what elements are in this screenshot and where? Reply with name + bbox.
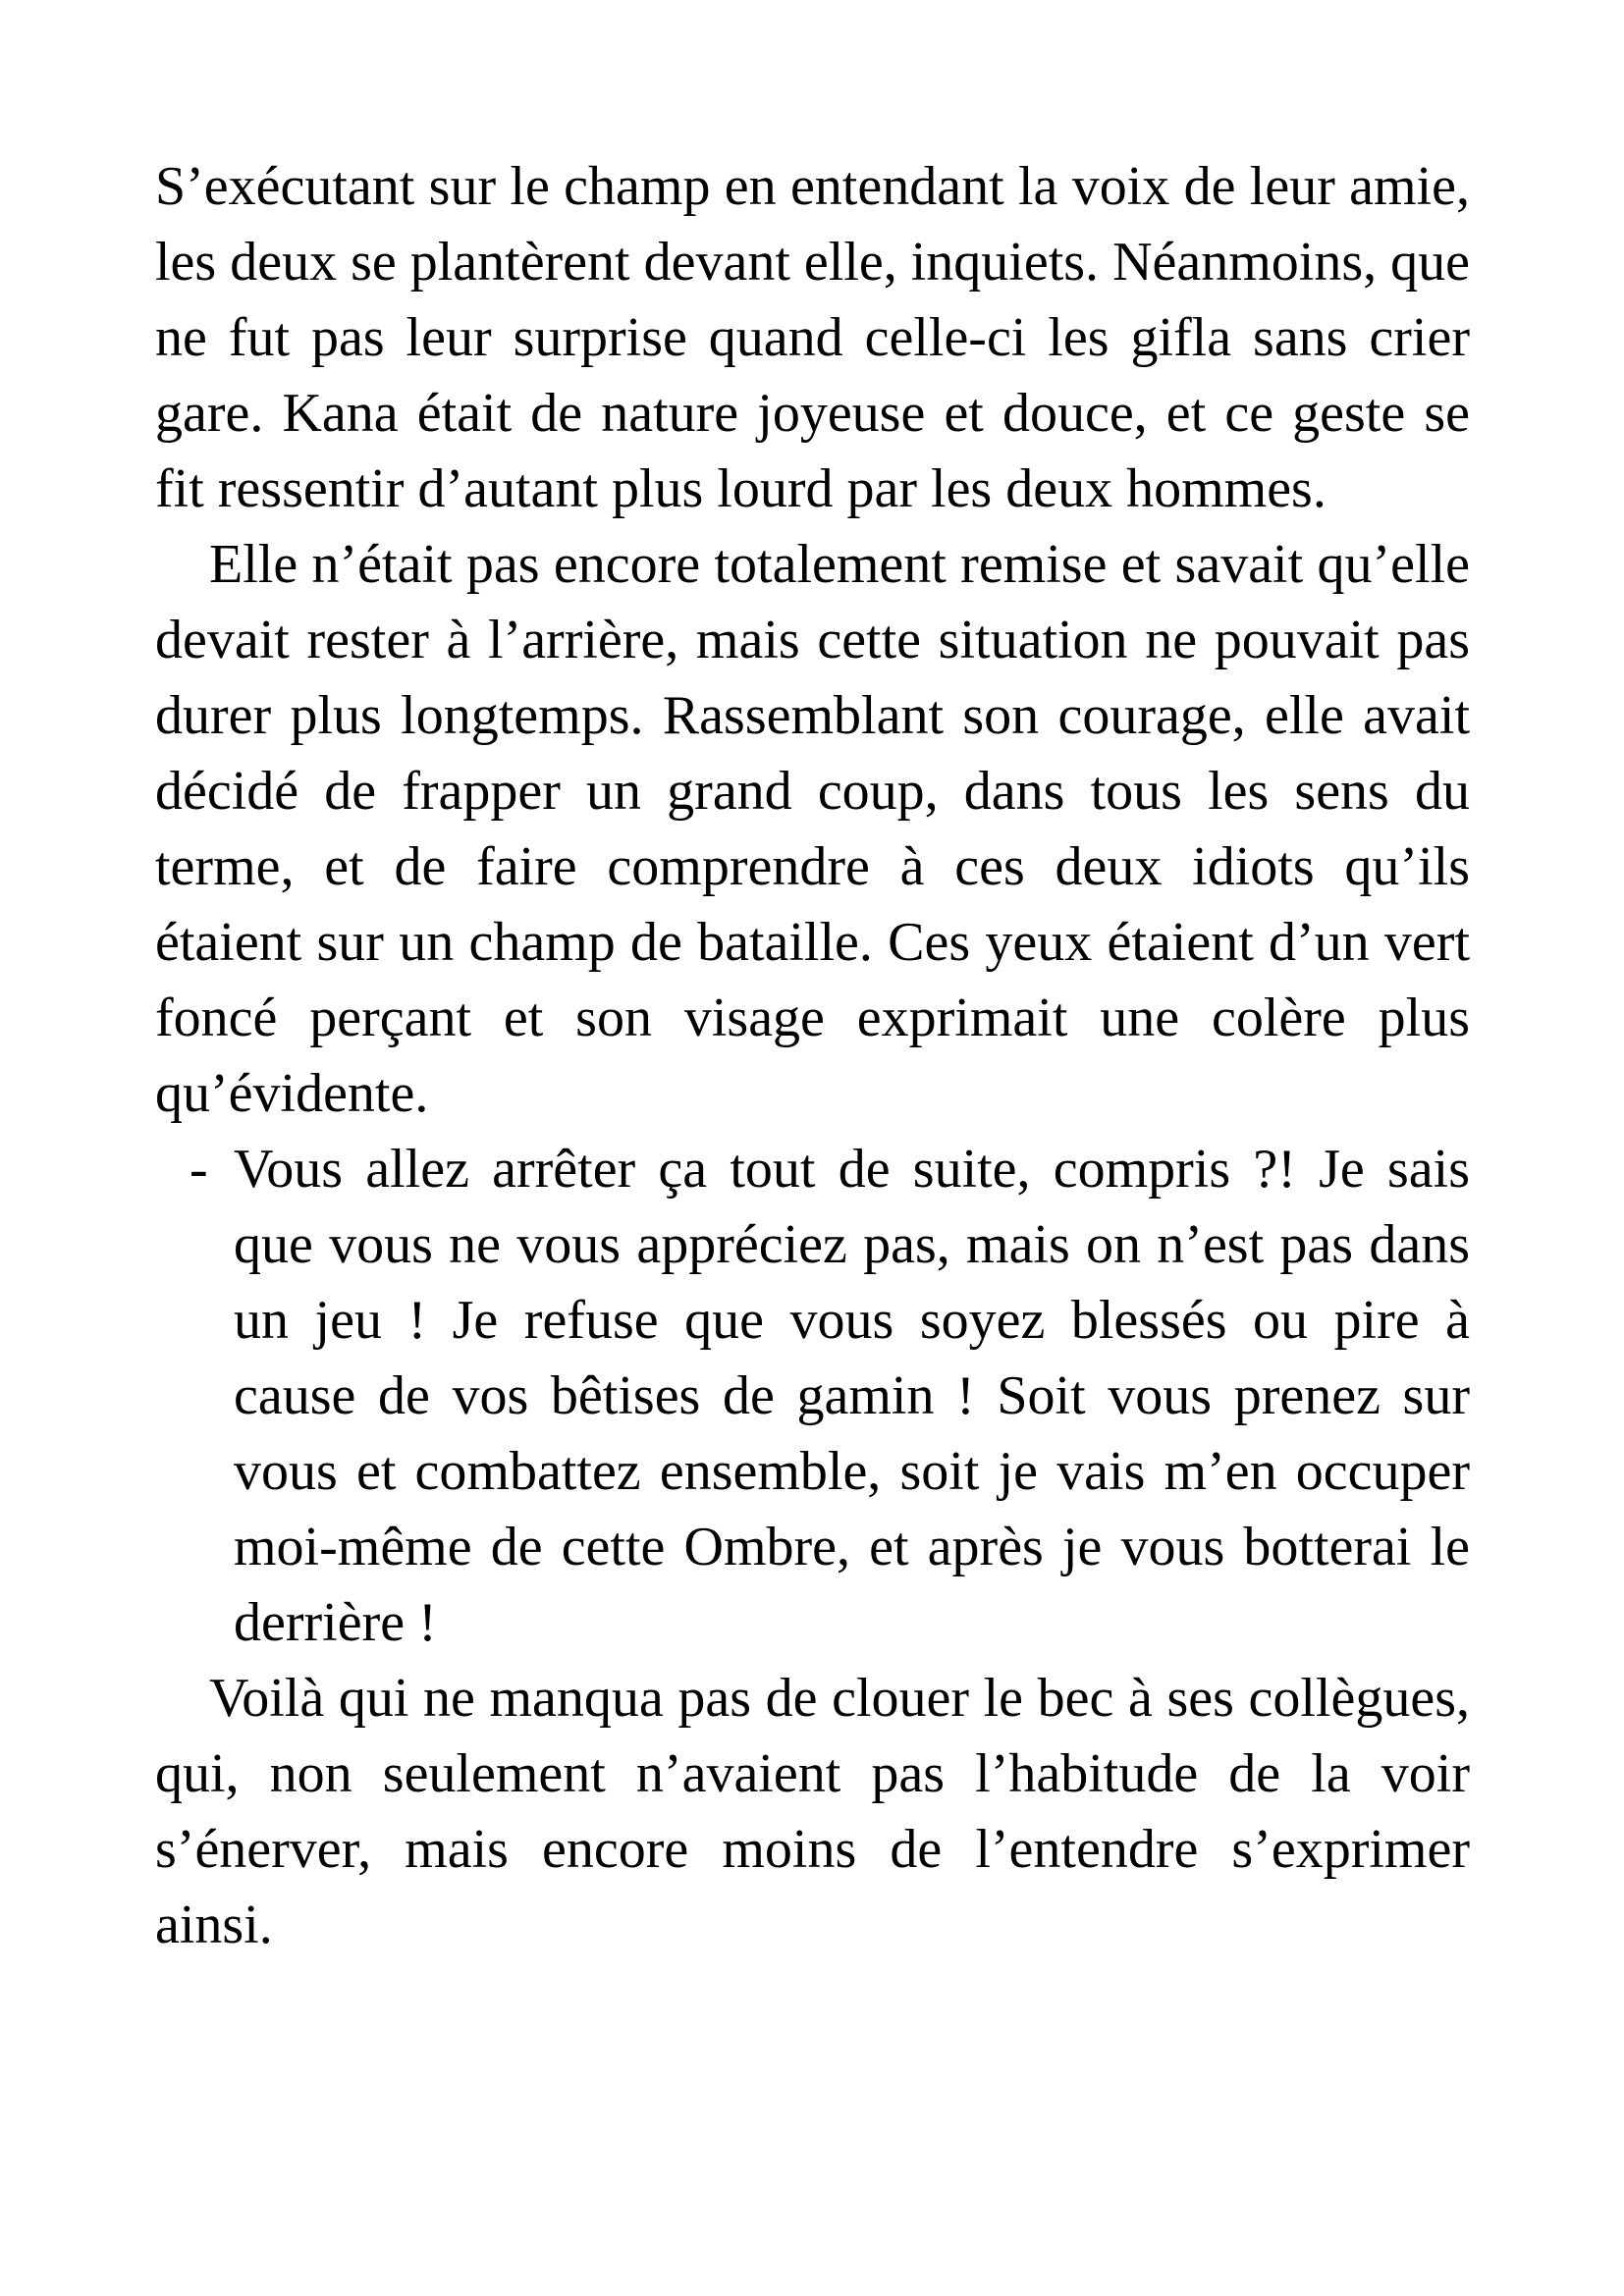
dialogue-dash-marker: - xyxy=(189,1139,208,1200)
dialogue-text: Vous allez arrêter ça tout de suite, compris ?! Je sais que vous ne vous appréciez pas, mais on n’est pas dans un jeu ! Je refuse que vous soyez blessés ou pire à cause de vos bêtises de gamin ! Soit vous prenez sur vous et combattez ensemble, soit je vais m’en occuper moi-même de cette Ombre, et après je vous botterai le derrière ! xyxy=(234,1139,1470,1653)
text-column xyxy=(155,149,1470,1963)
dialogue-paragraph xyxy=(189,1132,1470,1661)
paragraph-1: S’exécutant sur le champ en entendant la voix de leur amie, les deux se plantèrent devant elle, inquiets. Néanmoins, que ne fut pas leur surprise quand celle-ci les gifla sans crier gare. Kana était de nature joyeuse et douce, et ce geste se fit ressentir d’autant plus lourd par les deux hommes. xyxy=(155,156,1470,519)
paragraph-2: Elle n’était pas encore totalement remise et savait qu’elle devait rester à l’arrière, mais cette situation ne pouvait pas durer plus longtemps. Rassemblant son courage, elle avait décidé de frapper un grand coup, dans tous les sens du terme, et de faire comprendre à ces deux idiots qu’ils étaient sur un champ de bataille. Ces yeux étaient d’un vert foncé perçant et son visage exprimait une colère plus qu’évidente. xyxy=(155,534,1470,1124)
paragraph-4: Voilà qui ne manqua pas de clouer le bec à ses collègues, qui, non seulement n’avaient pas l’habitude de la voir s’énerver, mais encore moins de l’entendre s’exprimer ainsi. xyxy=(155,1668,1470,1955)
